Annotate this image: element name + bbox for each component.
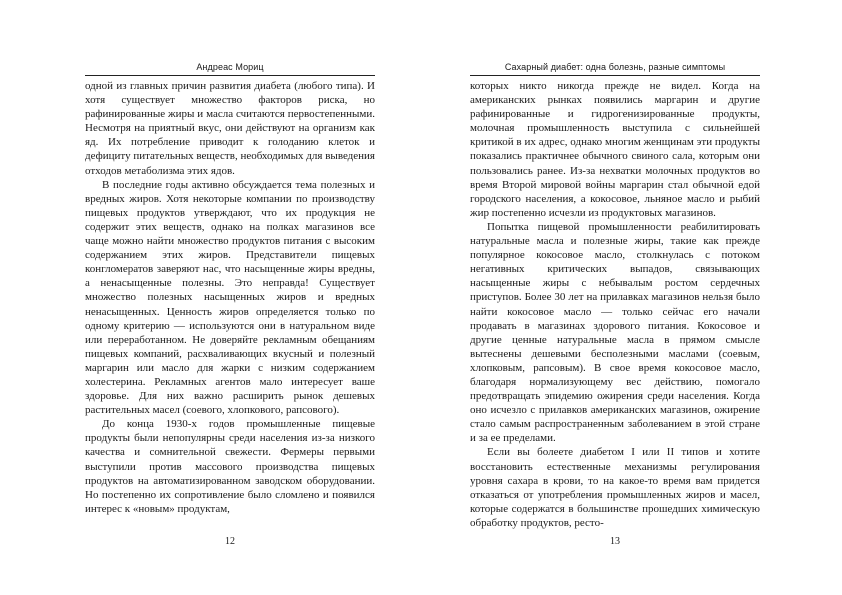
left-page (85, 0, 375, 595)
paragraph: До конца 1930-х годов промышленные пищевые продукты были непопулярны среди населения из-за низкого качества и сомнительной свежести. Фермеры первыми выступили против массового производства пищевых продуктов на автоматизированном заводском оборудовании. Но постепенно их сопротивление было сломлено и появился интерес к «новым» продуктам, (85, 418, 375, 515)
page-number: 12 (225, 536, 235, 547)
paragraph: Если вы болеете диабетом I или II типов и хотите восстановить естественные механизмы регулирования уровня сахара в крови, то на какое-то время вам придется отказаться от употребления промышленных жиров и масел, которые содержатся в большинстве прошедших химическую обработку продуктов, ресто- (470, 446, 760, 529)
paragraph: которых никто никогда прежде не видел. Когда на американских рынках появились маргарин и другие рафинированные и гидрогенизированные продукты, молочная промышленность выступила с сильнейшей критикой в их адрес, однако многим женщинам эти продукты показались практичнее обычного свиного сала, которым они пользовались ранее. Из-за нехватки молочных продуктов во время Второй мировой войны маргарин стал обычной едой городского населения, а кокосовое, льняное масло и рыбий жир постепенно исчезли из продуктовых магазинов. (470, 80, 760, 219)
running-head-chapter: Сахарный диабет: одна болезнь, разные симптомы (504, 62, 726, 72)
right-page (470, 0, 760, 595)
running-head-author: Андреас Мориц (196, 62, 264, 72)
paragraph: одной из главных причин развития диабета (любого типа). И хотя существует множество факторов риска, но рафинированные жиры и масла считаются первостепенными. Несмотря на приятный вкус, они действуют на организм как яд. Их потребление приводит к голоданию клеток и дефициту питательных веществ, необходимых для выведения отходов метаболизма этих ядов. (85, 80, 375, 177)
left-page-body (85, 79, 375, 516)
header-rule (85, 75, 375, 76)
paragraph: В последние годы активно обсуждается тема полезных и вредных жиров. Хотя некоторые компании по производству пищевых продуктов утверждают, что их продукция не содержит этих веществ, однако на полках магазинов все чаще можно найти множество продуктов питания с высоким содержанием этих жиров. Представители пищевых конгломератов заверяют нас, что насыщенные жиры вредны, а ненасыщенные полезны. Это неправда! Существует множество полезных насыщенных жиров и вредных ненасыщенных. Ценность жиров определяется только по одному критерию — используются они в натуральном виде или переработанном. Не доверяйте рекламным обещаниям пищевых компаний, расхваливающих вкусный и полезный маргарин или масло для жарки с низким содержанием холестерина. Рекламных агентов мало интересует ваше здоровье. Для них важно расширить рынок дешевых растительных масел (соевого, хлопкового, рапсового). (85, 178, 375, 417)
header-rule (470, 75, 760, 76)
right-page-body (470, 79, 760, 530)
paragraph: Попытка пищевой промышленности реабилитировать натуральные масла и полезные жиры, такие как прежде популярное кокосовое масло, столкнулась с потоком негативных критических выпадов, связывающих насыщенные жиры с небывалым ростом сердечных приступов. Более 30 лет на прилавках магазинов нельзя было найти кокосовое масло — только сейчас его начали продавать в магазинах здорового питания. Кокосовое и другие ценные натуральные масла в прямом смысле вытеснены дешевыми бесполезными маслами (соевым, хлопковым, рапсовым). В свое время кокосовое масло, благодаря нормализующему вес действию, помогало предотвращать эпидемию ожирения среди населения. Когда оно исчезло с прилавков американских магазинов, ожирение стало самым распространенным заболеванием в этой стране и за ее пределами. (470, 220, 760, 445)
page-number: 13 (610, 536, 620, 547)
